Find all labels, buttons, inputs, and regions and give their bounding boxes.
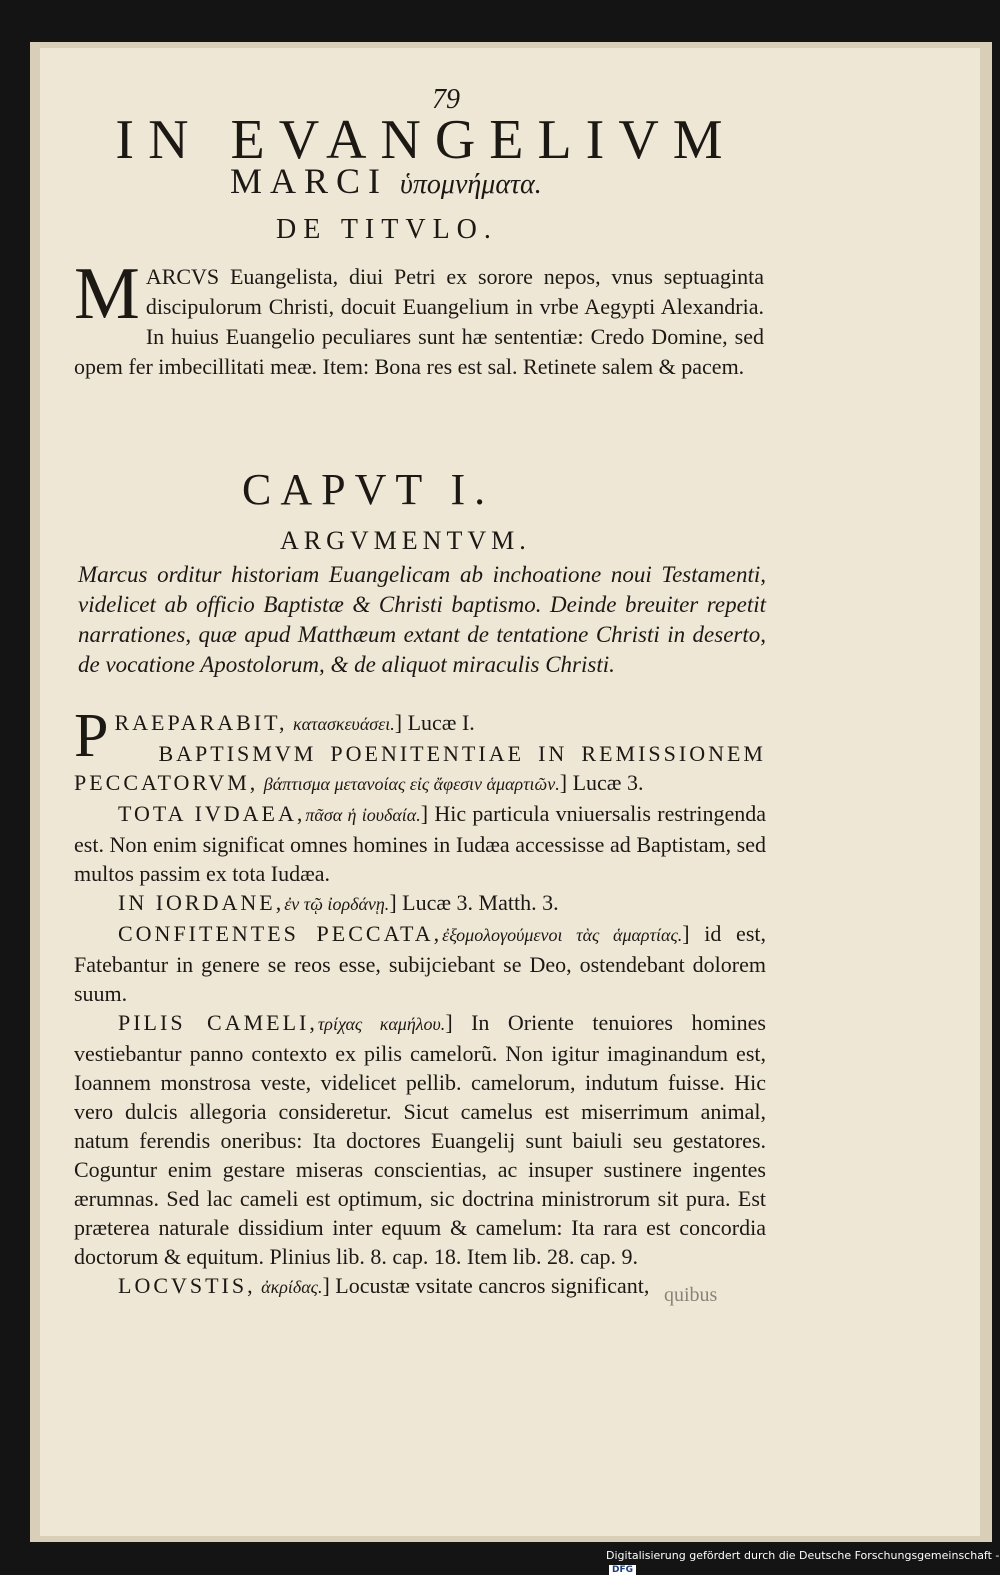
argumentum-heading: ARGVMENTVM. [280,526,531,555]
dfg-logo: DFG [609,1565,636,1575]
entry-locustis: LOCVSTIS, ἀκρίδας.] Locustæ vsitate cancros significant, [118,1273,650,1298]
entry-confitentes: CONFITENTES PECCATA,ἐξομολογούμενοι τὰς ἁμαρτίας.] id est, Fatebantur in genere se reos esse, subijciebant se Deo, ostendebant dolorem suum. [74,921,766,1006]
entry-praeparabit: PRAEPARABIT, κατασκευάσει.] Lucæ I. [74,702,475,770]
entry-pilis-cameli: PILIS CAMELI,τρίχας καμήλου.] In Oriente tenuiores homines vestiebantur panno contexto ex pilis camelorũ. Non igitur imaginandum est, Ioannem monstrosa veste, videlicet pellib. camelorum, indutum fuisse. Hic vero dulcis allegoria consideretur. Sicut camelus est miserrimum animal, natum ferendis oneribus: Ita doctores Euangelij sunt baiuli seu gestatores. Coguntur enim gestare miseras conscientias, ac insuper sustinere ingentes ærumnas. Sed lac cameli est optimum, sic doctrina ministrorum sit pura. Est præterea naturale dissidium inter equum & camelum: Ita rara est concordia doctorum & equitum. Plinius lib. 8. cap. 18. Item lib. 28. cap. 9. [74,1010,766,1269]
argumentum-text: Marcus orditur historiam Euangelicam ab inchoatione noui Testamenti, videlicet ab officio Baptistæ & Christi baptismo. Deinde breuiter repetit narrationes, quæ apud Matthæum extant de tentatione Christi in deserto, de vocatione Apostolorum, & de aliquot miraculis Christi. [78,562,766,677]
entry-in-iordane: IN IORDANE,ἐν τῷ ἰορδάνῃ.] Lucæ 3. Matth. 3. [118,890,559,915]
page-title: IN EVANGELIVM [115,109,737,171]
entry-baptismum: BAPTISMVM POENITENTIAE IN REMISSIONEM PECCATORVM, βάπτισμα μετανοίας εἰς ἄφεσιν ἁμαρτιῶν.] Lucæ 3. [74,741,766,795]
intro-paragraph [74,253,764,382]
intro-text: ARCVS Euangelista, diui Petri ex sorore nepos, vnus septuaginta discipulorum Christi, docuit Euangelium in vrbe Aegypti Alexandria. In huius Euangelio peculiares sunt hæ sententiæ: Credo Domine, sed opem fer imbecillitati meæ. Item: Bona res est sal. Retinete salem & pacem. [74,264,764,379]
drop-cap: M [74,253,140,335]
commentary-body [74,702,766,1302]
subtitle-latin: MARCI [230,161,389,201]
digitization-credit [606,1549,1000,1575]
catchword: quibus [664,1284,718,1306]
page-number: 79 [432,84,460,115]
book-page [40,48,980,1536]
subtitle [230,160,542,202]
drop-cap: P [74,702,109,770]
credit-text: Digitalisierung gefördert durch die Deutsche Forschungsgemeinschaft - [606,1549,1000,1562]
subtitle-greek: ὑπομνήματα. [400,169,542,200]
section-heading: DE TITVLO. [276,214,498,245]
chapter-heading: CAPVT I. [242,465,495,514]
entry-tota-iudaea: TOTA IVDAEA,πᾶσα ἡ ἰουδαία.] Hic particula vniuersalis restringenda est. Non enim significat omnes homines in Iudæa accessisse ad Baptistam, sed multos passim ex tota Iudæa. [74,801,766,886]
